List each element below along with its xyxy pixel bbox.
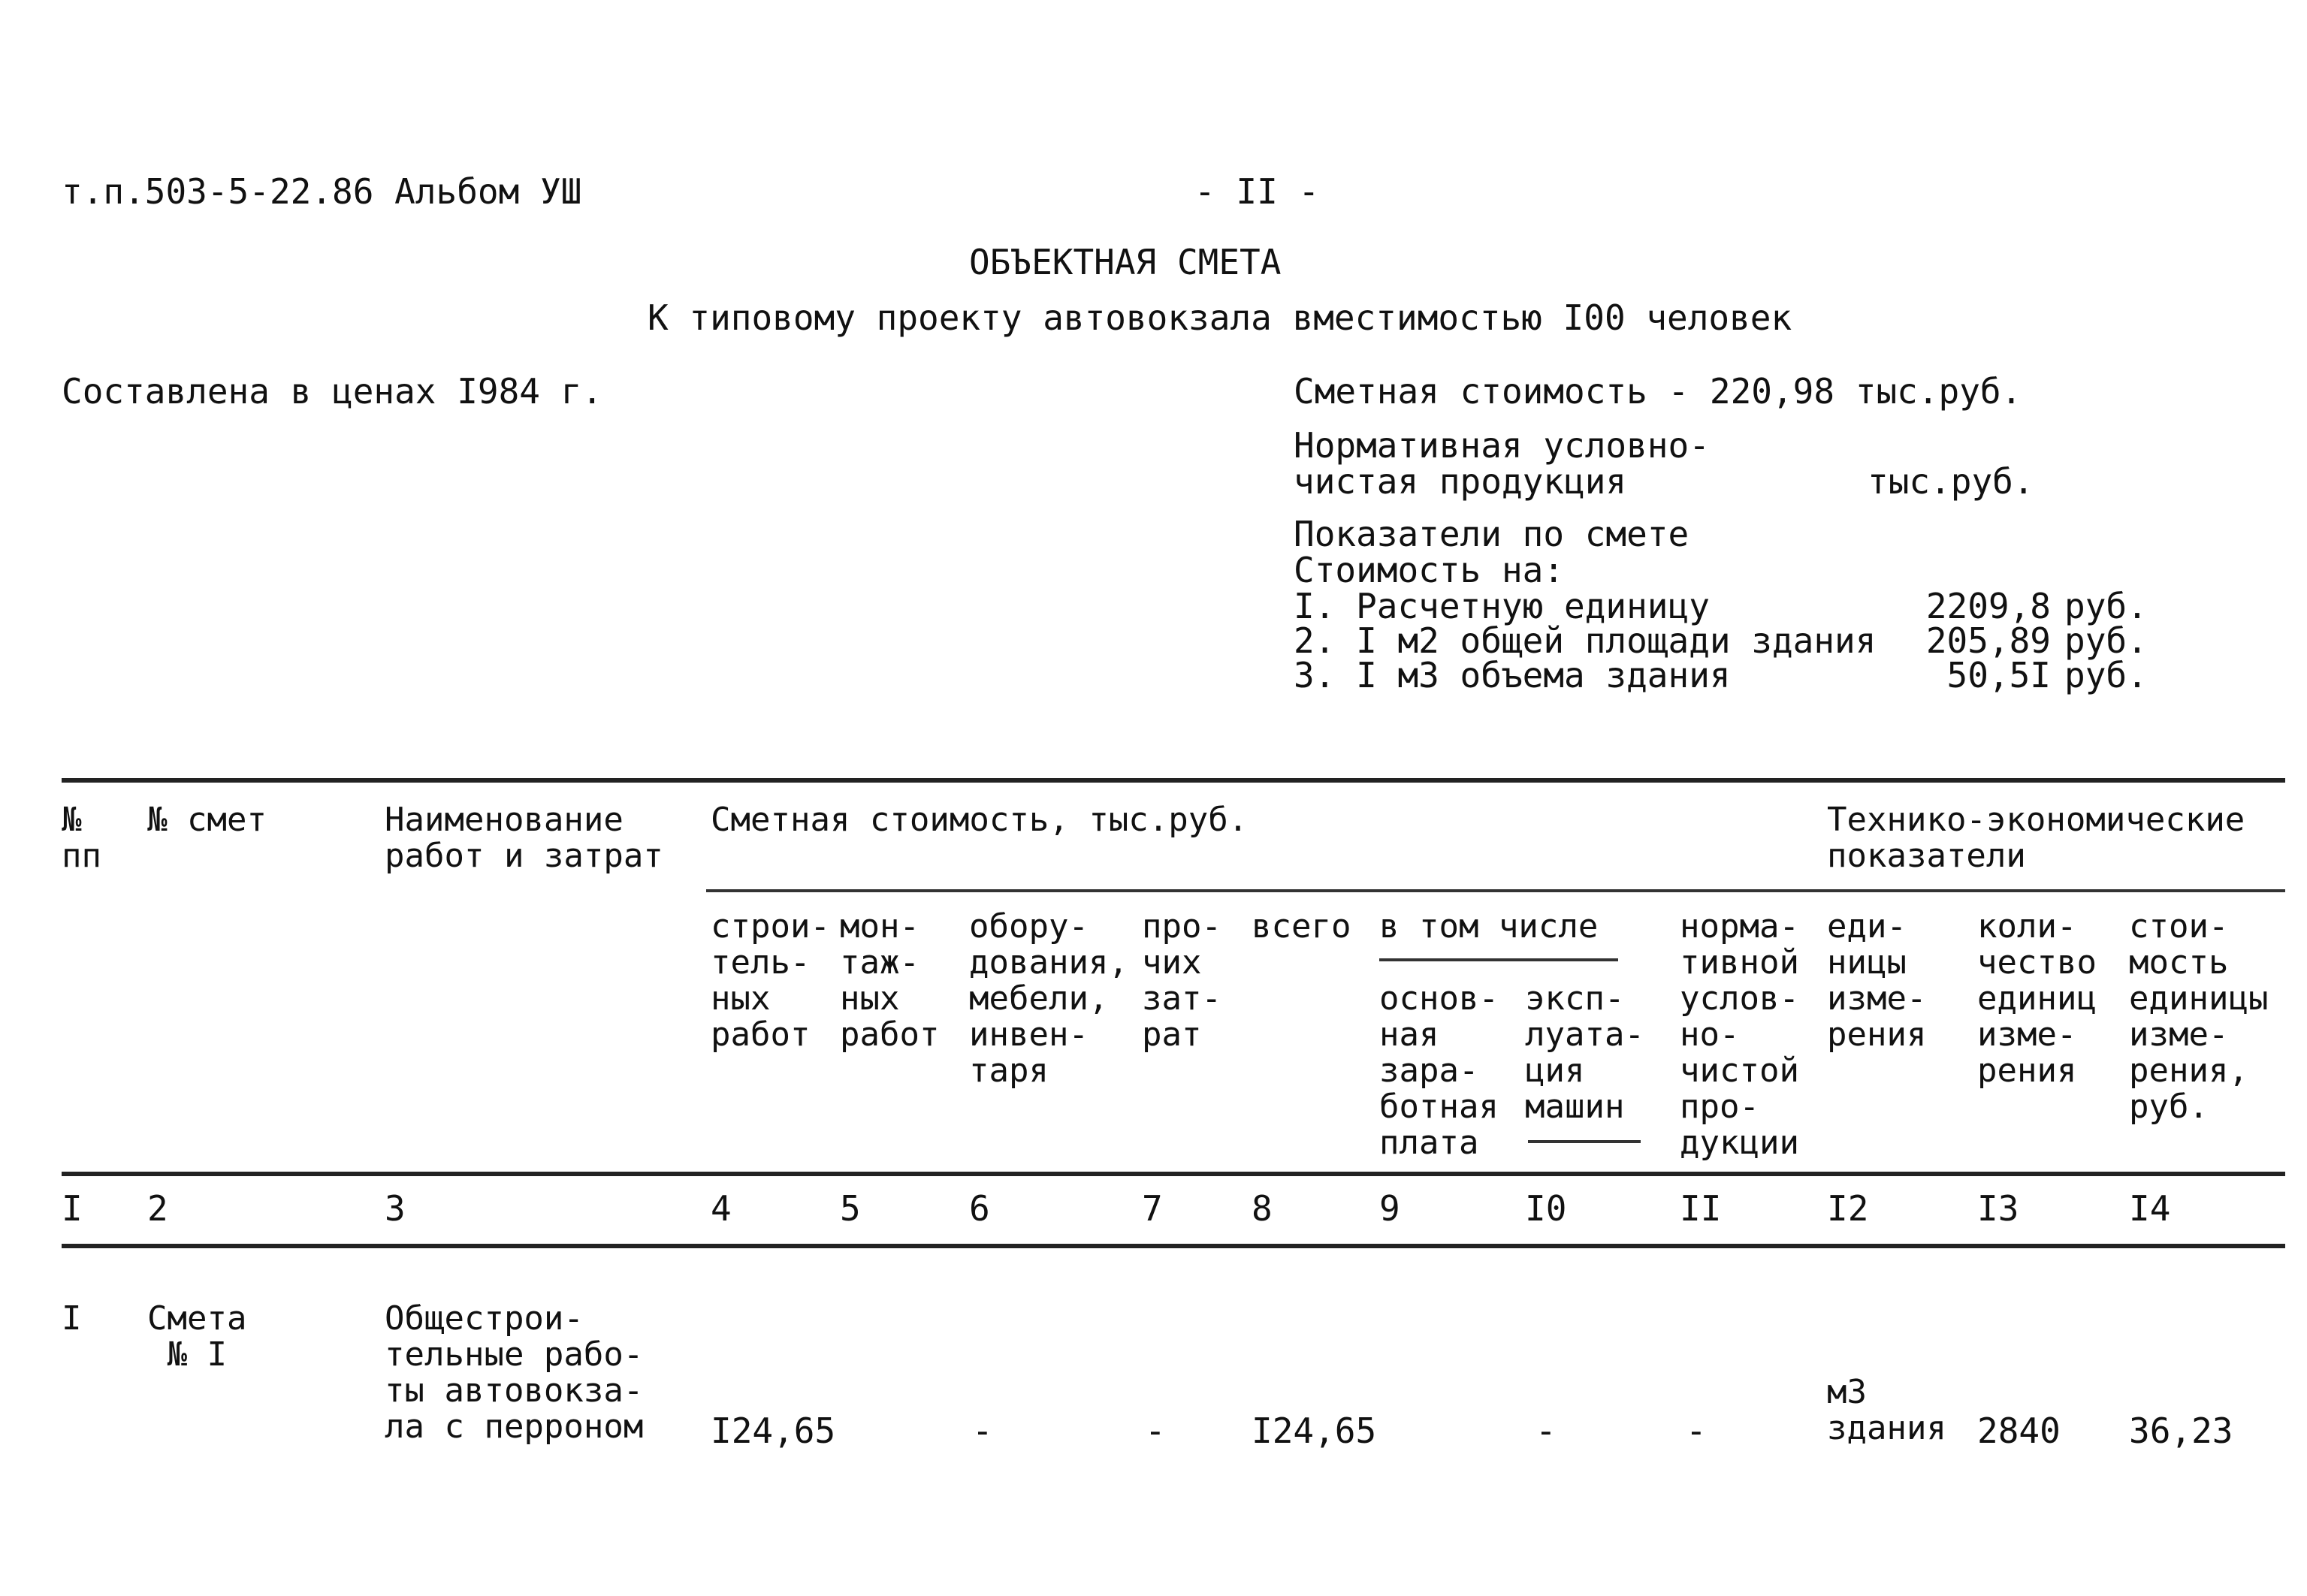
- header-normative: норма- тивной услов- но- чистой про- дукции: [1680, 907, 1799, 1162]
- column-numbers-rule: [62, 1244, 2285, 1248]
- column-number: 6: [969, 1188, 990, 1229]
- column-number: I0: [1525, 1188, 1567, 1229]
- row-smeta: Смета № I: [147, 1299, 247, 1374]
- header-unit-cost: стои- мость единицы изме- рения, руб.: [2129, 907, 2269, 1126]
- header-tech-group: Технико-экономические показатели: [1827, 801, 2245, 875]
- indicator-value: 2209,8: [1925, 586, 2051, 626]
- indicator-unit: руб.: [2064, 620, 2148, 661]
- column-number: I2: [1827, 1188, 1869, 1229]
- indicator-value: 50,5I: [1946, 655, 2051, 695]
- row-machines: -: [1535, 1410, 1557, 1451]
- column-number: 3: [385, 1188, 406, 1229]
- indicator-label: 3. I м3 объема здания: [1294, 655, 1731, 695]
- indicator-label: 2. I м2 общей площади здания: [1294, 620, 1877, 661]
- header-wages: основ- ная зара- ботная плата: [1379, 979, 1499, 1162]
- indicator-unit: руб.: [2064, 655, 2148, 695]
- column-number: 9: [1379, 1188, 1400, 1229]
- indicator-value: 205,89: [1925, 620, 2051, 661]
- header-smeta-no: № смет: [147, 801, 267, 839]
- table-top-rule: [62, 778, 2285, 783]
- cost-per-label: Стоимость на:: [1294, 550, 1565, 590]
- column-number: I3: [1977, 1188, 2019, 1229]
- header-construction: строи- тель- ных работ: [711, 907, 830, 1054]
- row-name: Общестрои- тельные рабо- ты автовокза- ла с перроном: [385, 1299, 644, 1446]
- header-machines: эксп- луата- ция машин: [1525, 979, 1644, 1126]
- column-number: I4: [2129, 1188, 2171, 1229]
- column-number: 5: [840, 1188, 861, 1229]
- column-number: II: [1680, 1188, 1722, 1229]
- header-unit: еди- ницы изме- рения: [1827, 907, 1927, 1054]
- row-quantity: 2840: [1977, 1410, 2061, 1451]
- row-other: -: [1145, 1410, 1166, 1451]
- indicator-label: I. Расчетную единицу: [1294, 586, 1710, 626]
- column-number: 7: [1142, 1188, 1163, 1229]
- row-npp: I: [62, 1299, 82, 1338]
- prices-year: Составлена в ценах I984 г.: [62, 371, 603, 412]
- column-number: I: [62, 1188, 83, 1229]
- indicator-unit: руб.: [2064, 586, 2148, 626]
- page-number: - II -: [1194, 171, 1320, 212]
- header-bottom-rule: [62, 1172, 2285, 1176]
- row-construction: I24,65: [711, 1410, 836, 1451]
- column-number: 8: [1252, 1188, 1273, 1229]
- row-normative: -: [1686, 1410, 1707, 1451]
- estimated-cost: Сметная стоимость - 220,98 тыс.руб.: [1294, 371, 2022, 412]
- header-cost-group: Сметная стоимость, тыс.руб.: [711, 801, 1249, 839]
- header-total: всего: [1252, 907, 1351, 946]
- cost-group-rule: [706, 889, 2285, 892]
- column-number: 2: [147, 1188, 168, 1229]
- document-subtitle: К типовому проекту автовокзала вместимостью I00 человек: [648, 297, 1792, 338]
- header-npp: № пп: [62, 801, 101, 875]
- row-unit-cost: 36,23: [2129, 1410, 2233, 1451]
- header-installation: мон- таж- ных работ: [840, 907, 940, 1054]
- normative-label-line2: чистая продукция: [1294, 461, 1627, 502]
- normative-label-line1: Нормативная условно-: [1294, 425, 1710, 466]
- header-quantity: коли- чество единиц изме- рения: [1977, 907, 2097, 1090]
- indicators-label: Показатели по смете: [1294, 514, 1689, 554]
- document-title: ОБЪЕКТНАЯ СМЕТА: [969, 242, 1282, 282]
- row-total: I24,65: [1252, 1410, 1377, 1451]
- header-name: Наименование работ и затрат: [385, 801, 663, 875]
- row-unit: м3 здания: [1827, 1373, 1946, 1447]
- machines-underline: [1528, 1140, 1641, 1143]
- including-underline: [1379, 958, 1618, 961]
- row-equipment: -: [972, 1410, 993, 1451]
- document-reference: т.п.503-5-22.86 Альбом УШ: [62, 171, 582, 212]
- header-equipment: обору- дования, мебели, инвен- таря: [969, 907, 1128, 1090]
- header-including: в том числе: [1379, 907, 1599, 946]
- normative-unit: тыс.руб.: [1868, 461, 2034, 502]
- column-number: 4: [711, 1188, 732, 1229]
- header-other: про- чих зат- рат: [1142, 907, 1221, 1054]
